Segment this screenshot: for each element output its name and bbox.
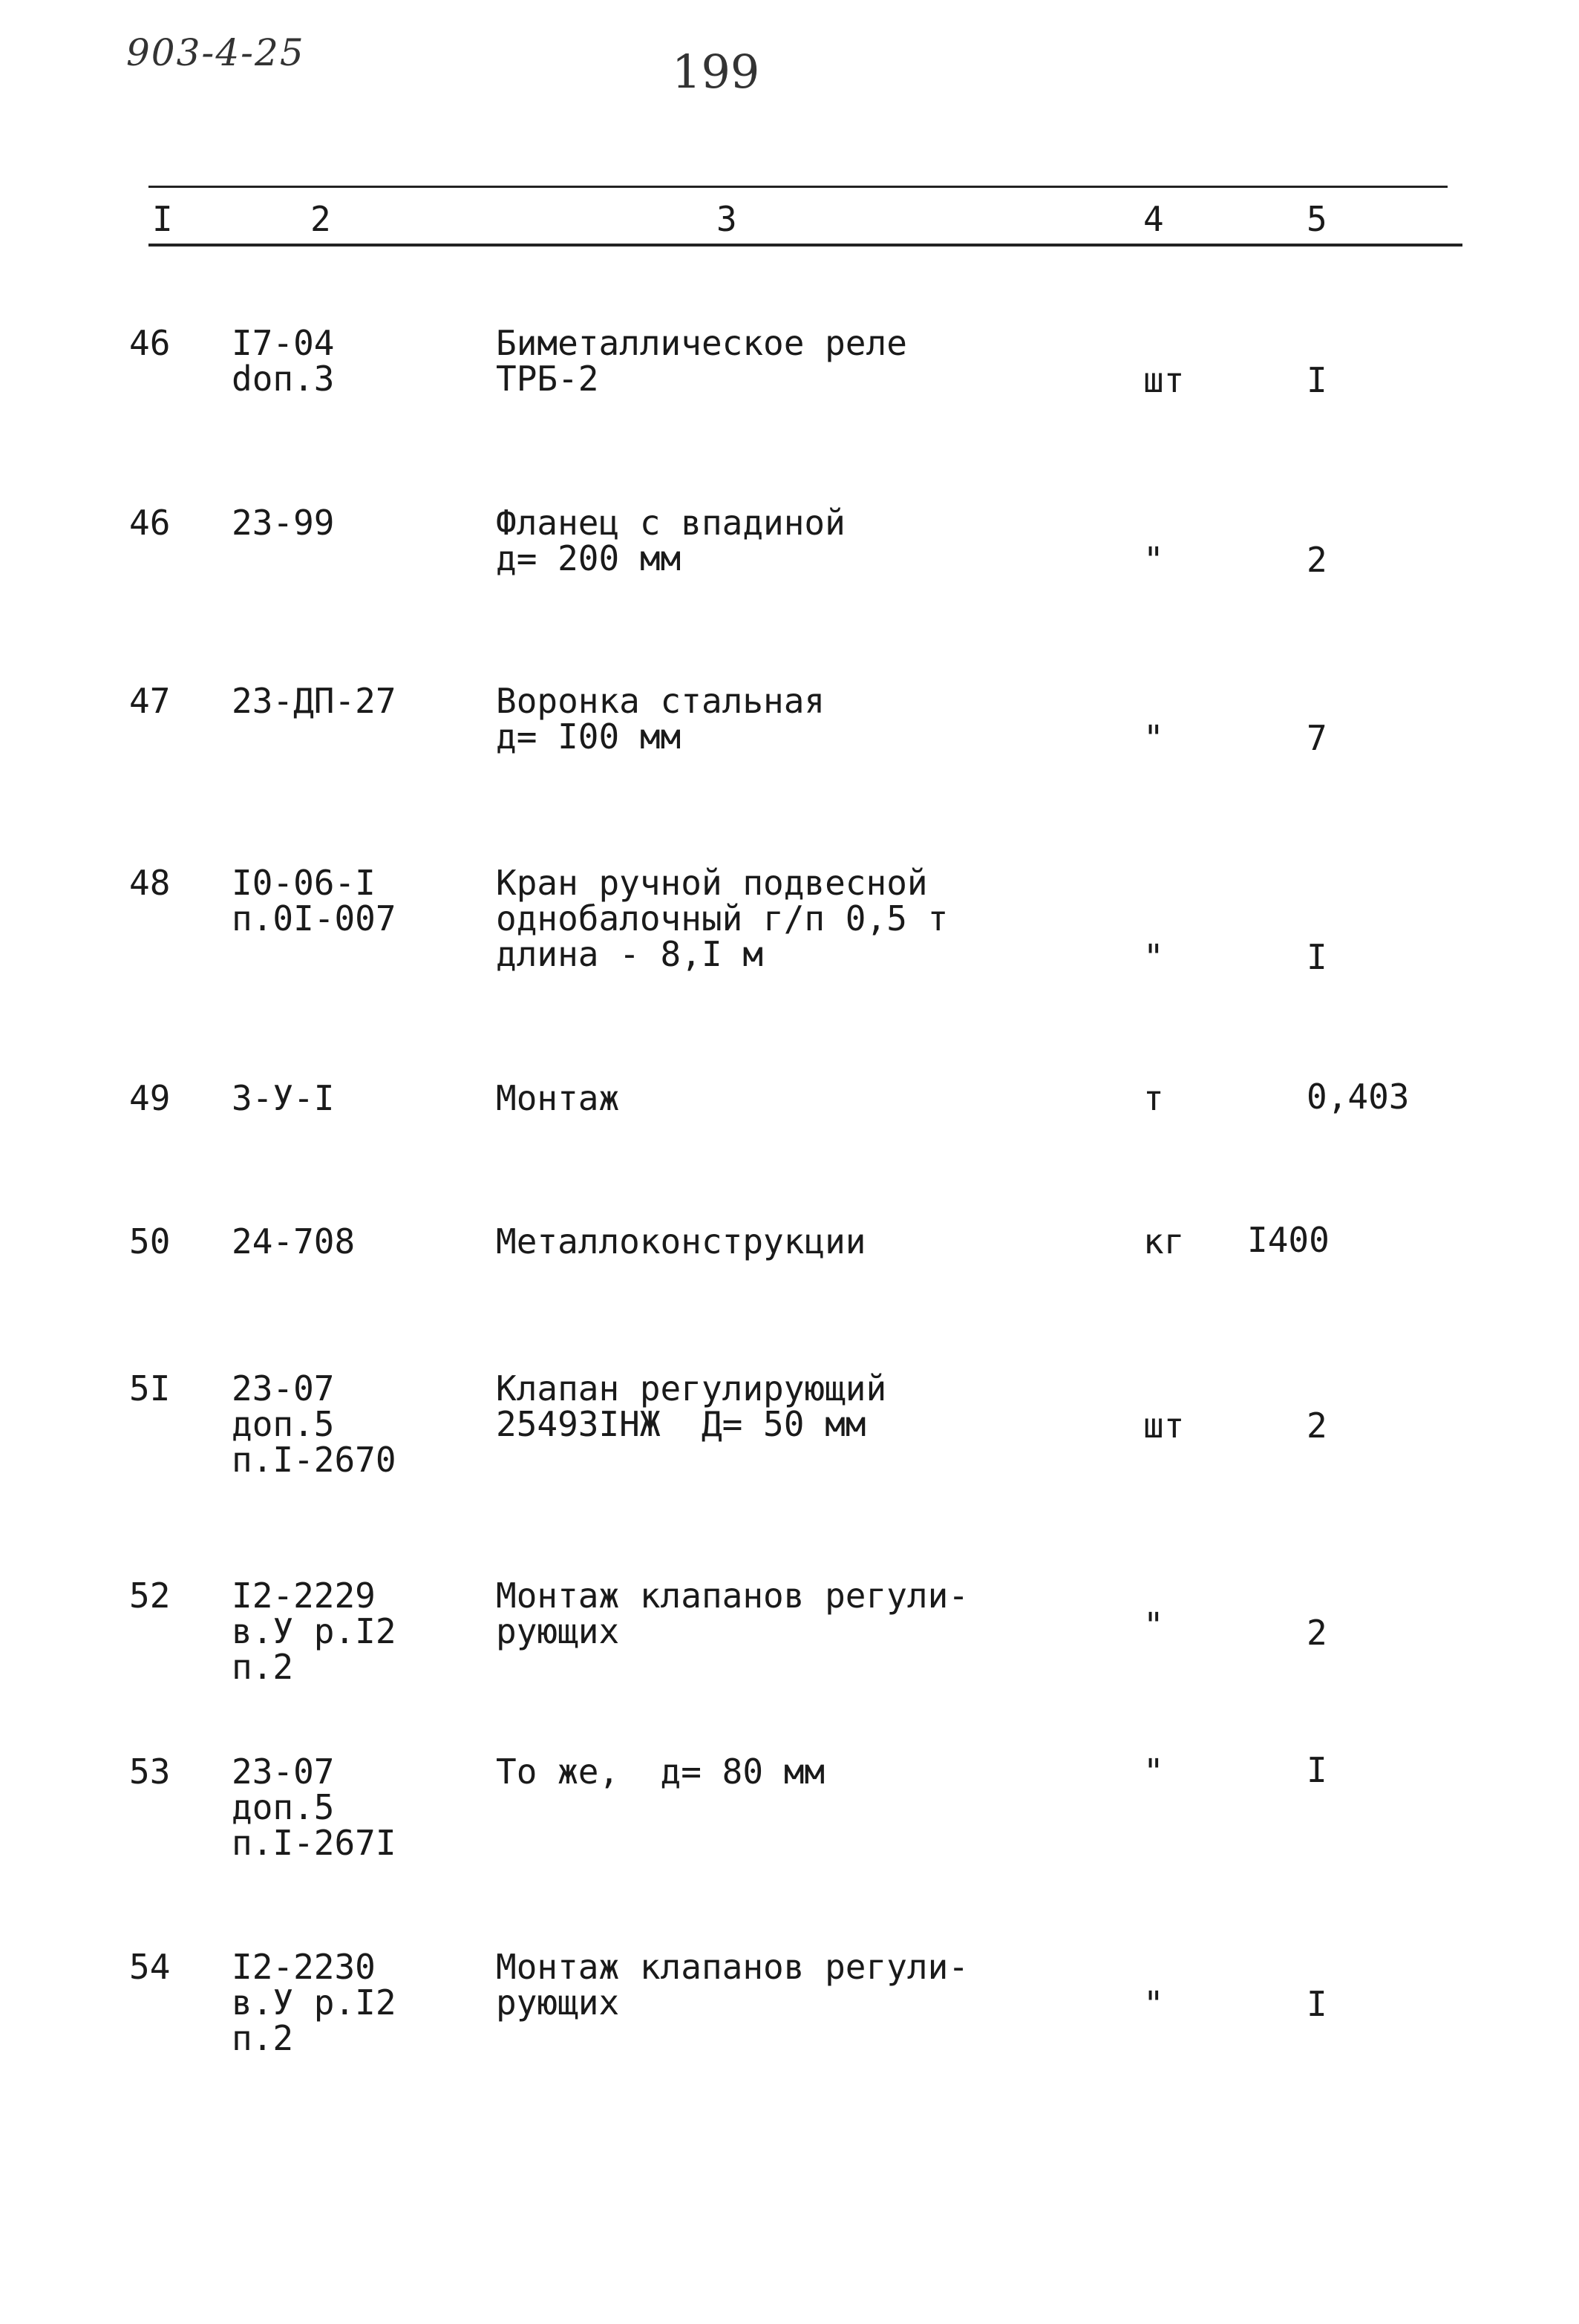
column-header-5: 5 [1307,199,1327,239]
row-unit: кг [1143,1221,1185,1261]
row-quantity: I [1307,1984,1327,2024]
row-code: 23-07 доп.5 п.I-2670 [232,1368,396,1480]
row-number: 54 [129,1947,171,1987]
row-code: 23-99 [232,503,335,543]
row-number: 53 [129,1752,171,1792]
table-top-rule [148,186,1448,188]
row-code: 23-ДП-27 [232,681,396,721]
row-unit: " [1143,540,1164,580]
row-unit: " [1143,1605,1164,1645]
document-code: 903-4-25 [126,31,305,74]
column-header-2: 2 [310,199,331,239]
row-name: Воронка стальная д= I00 мм [496,681,826,757]
row-unit: т [1143,1078,1164,1118]
row-quantity: 2 [1307,1613,1327,1653]
row-number: 47 [129,681,171,721]
row-quantity: 7 [1307,718,1327,758]
row-name: То же, д= 80 мм [496,1752,826,1792]
row-name: Металлоконструкции [496,1221,866,1261]
row-code: 3-У-I [232,1078,335,1118]
row-number: 48 [129,863,171,903]
row-number: 5I [129,1368,171,1409]
row-unit: шт [1143,1406,1185,1446]
page-number: 199 [672,45,760,99]
row-unit: шт [1143,360,1185,400]
row-unit: " [1143,1752,1164,1792]
row-quantity: I [1307,360,1327,400]
row-number: 46 [129,503,171,543]
row-number: 49 [129,1078,171,1118]
row-unit: " [1143,937,1164,977]
row-number: 46 [129,323,171,363]
row-name: Монтаж клапанов регули- рующих [496,1576,969,1651]
row-name: Биметаллическое реле ТРБ-2 [496,323,907,399]
row-code: I2-2230 в.У р.I2 п.2 [232,1947,396,2058]
row-unit: " [1143,718,1164,758]
column-header-1: I [152,199,173,239]
row-number: 50 [129,1221,171,1261]
row-name: Фланец с впадиной д= 200 мм [496,503,846,578]
row-quantity: 2 [1307,540,1327,580]
row-quantity: 2 [1307,1406,1327,1446]
row-unit: " [1143,1984,1164,2024]
row-name: Клапан регулирующий 25493IНЖ Д= 50 мм [496,1368,887,1444]
row-name: Кран ручной подвесной однобалочный г/п 0,5 т длина - 8,I м [496,863,949,974]
row-code: I7-04 dоп.3 [232,323,335,399]
row-name: Монтаж [496,1078,620,1118]
row-code: I0-06-I п.0I-007 [232,863,396,939]
row-number: 52 [129,1576,171,1616]
column-header-3: 3 [716,199,737,239]
row-quantity: 0,403 [1307,1077,1410,1117]
row-code: 24-708 [232,1221,356,1261]
row-name: Монтаж клапанов регули- рующих [496,1947,969,2023]
row-code: 23-07 доп.5 п.I-267I [232,1752,396,1863]
column-header-4: 4 [1143,199,1164,239]
row-quantity: I [1307,937,1327,977]
row-quantity: I [1307,1750,1327,1790]
table-header-rule [148,244,1462,247]
row-code: I2-2229 в.У р.I2 п.2 [232,1576,396,1687]
row-quantity: I400 [1247,1220,1330,1260]
